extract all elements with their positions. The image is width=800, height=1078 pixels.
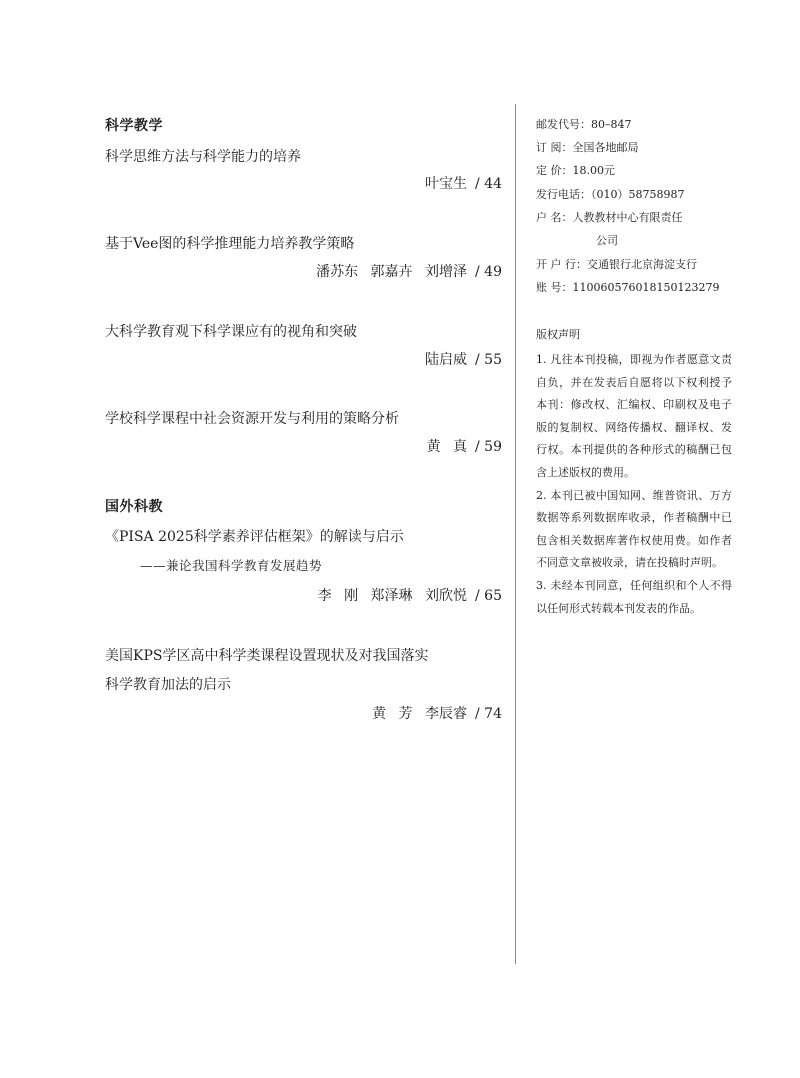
account-name-continued: 公司 xyxy=(596,234,618,247)
article-page: / 49 xyxy=(475,264,502,280)
price-info: 定 价：18.00元 xyxy=(536,164,615,177)
postal-code: 邮发代号：80–847 xyxy=(536,118,632,131)
article-page: / 65 xyxy=(475,588,502,604)
article-authors: 陆启威 xyxy=(425,352,468,368)
copyright-body xyxy=(536,349,732,620)
section-title-foreign-science-education: 国外科教 xyxy=(105,499,163,515)
article-authors: 叶宝生 xyxy=(425,176,468,192)
article-authors: 潘苏东 郭嘉卉 刘增泽 xyxy=(316,264,468,280)
article-page: / 74 xyxy=(475,706,502,722)
article-byline xyxy=(427,436,502,456)
article-title-continued[interactable]: 科学教育加法的启示 xyxy=(105,677,231,693)
article-title[interactable]: 《PISA 2025科学素养评估框架》的解读与启示 xyxy=(105,529,404,545)
section-title-science-teaching: 科学教学 xyxy=(105,118,163,134)
copyright-clause: 2. 本刊已被中国知网、维普资讯、万方数据等系列数据库收录，作者稿酬中已包含相关数据库著作权使用费。如作者不同意文章被收录，请在投稿时声明。 xyxy=(536,488,732,570)
copyright-title: 版权声明 xyxy=(536,328,580,341)
account-number: 账 号：110060576018150123279 xyxy=(536,281,720,294)
article-page: / 44 xyxy=(475,176,502,192)
article-authors: 李 刚 郑泽琳 刘欣悦 xyxy=(317,588,468,604)
article-authors: 黄 真 xyxy=(426,439,468,455)
copyright-clause: 1. 凡往本刊投稿，即视为作者愿意文责自负，并在发表后自愿将以下权利授予本刊：修改权、汇编权、印刷权及电子版的复制权、网络传播权、翻译权、发行权。本刊提供的各种形式的稿酬已包含上述版权的费用。 xyxy=(536,353,732,479)
article-title[interactable]: 科学思维方法与科学能力的培养 xyxy=(105,149,301,165)
article-page: / 55 xyxy=(475,352,502,368)
account-name: 户 名：人教教材中心有限责任 xyxy=(536,211,683,224)
article-title[interactable]: 大科学教育观下科学课应有的视角和突破 xyxy=(105,324,357,340)
article-page: / 59 xyxy=(475,439,502,455)
article-byline xyxy=(318,585,502,605)
article-title[interactable]: 学校科学课程中社会资源开发与利用的策略分析 xyxy=(105,411,399,427)
article-byline xyxy=(425,173,502,193)
distribution-phone: 发行电话：（010）58758987 xyxy=(536,188,685,201)
column-divider xyxy=(515,104,516,964)
article-authors: 黄 芳 李辰睿 xyxy=(372,706,468,722)
copyright-clause: 3. 未经本刊同意，任何组织和个人不得以任何形式转载本刊发表的作品。 xyxy=(536,578,732,615)
bank-info: 开 户 行：交通银行北京海淀支行 xyxy=(536,258,697,271)
article-title[interactable]: 基于Vee图的科学推理能力培养教学策略 xyxy=(105,236,355,252)
article-byline xyxy=(372,703,502,723)
article-title[interactable]: 美国KPS学区高中科学类课程设置现状及对我国落实 xyxy=(105,648,429,664)
article-byline xyxy=(425,349,502,369)
subscription-info: 订 阅：全国各地邮局 xyxy=(536,141,639,154)
article-byline xyxy=(316,261,502,281)
article-subtitle: ——兼论我国科学教育发展趋势 xyxy=(140,558,323,573)
